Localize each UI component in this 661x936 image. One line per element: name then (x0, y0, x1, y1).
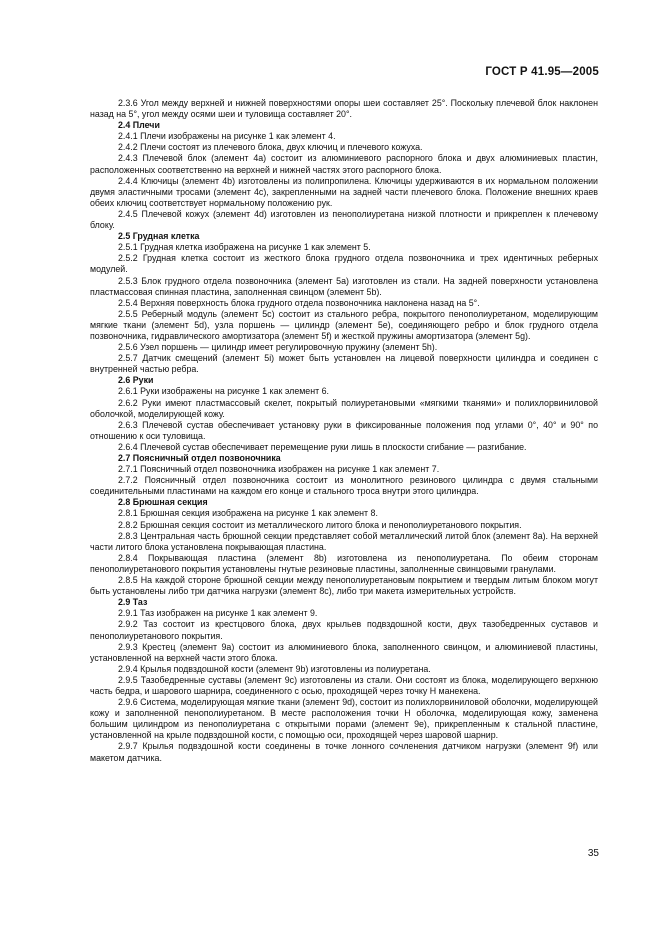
paragraph: 2.4.3 Плечевой блок (элемент 4а) состоит из алюминиевого распорного блока и двух алюминиевых пластин, расположенных соответственно на верхней и нижней частях этого распорного блока. (90, 153, 598, 175)
paragraph: 2.9.3 Крестец (элемент 9а) состоит из алюминиевого блока, заполненного свинцом, и алюминиевой пластины, установленной на верхней части этого блока. (90, 641, 598, 663)
paragraph: 2.9.5 Тазобедренные суставы (элемент 9с) изготовлены из стали. Они состоят из блока, моделирующего верхнюю часть бедра, и шарового шарнира, соединенного с осью, проходящей через точку Н манекена. (90, 674, 598, 696)
document-body (90, 98, 598, 764)
paragraph: 2.6.3 Плечевой сустав обеспечивает установку руки в фиксированные положения под углами 0°, 40° и 90° по отношению к оси туловища. (90, 419, 598, 441)
paragraph: 2.6.4 Плечевой сустав обеспечивает перемещение руки лишь в плоскости сгибание — разгибание. (118, 441, 527, 452)
paragraph: 2.6.2 Руки имеют пластмассовый скелет, покрытый полиуретановыми «мягкими тканями» и полихлорвиниловой оболочкой, моделирующей кожу. (90, 397, 598, 419)
section-heading: 2.4 Плечи (118, 120, 160, 131)
paragraph: 2.9.2 Таз состоит из крестцового блока, двух крыльев подвздошной кости, двух тазобедренных суставов и пенополиуретанового покрытия. (90, 619, 598, 641)
paragraph: 2.3.6 Угол между верхней и нижней поверхностями опоры шеи составляет 25°. Поскольку плечевой блок наклонен назад на 5°, угол между осями шеи и туловища составляет 20°. (90, 98, 598, 120)
section-heading: 2.5 Грудная клетка (118, 231, 200, 242)
paragraph: 2.5.3 Блок грудного отдела позвоночника (элемент 5а) изготовлен из стали. На задней поверхности установлена пластмассовая спинная пластина, заполненная свинцом (элемент 5b). (90, 275, 598, 297)
section-heading: 2.7 Поясничный отдел позвоночника (118, 453, 281, 463)
standard-header: ГОСТ Р 41.95—2005 (485, 66, 599, 78)
section-heading: 2.9 Таз (118, 597, 148, 608)
paragraph: 2.6.1 Руки изображены на рисунке 1 как элемент 6. (118, 386, 329, 397)
paragraph: 2.4.2 Плечи состоят из плечевого блока, двух ключиц и плечевого кожуха. (118, 142, 423, 153)
page-number: 35 (587, 848, 599, 859)
paragraph: 2.8.5 На каждой стороне брюшной секции между пенополиуретановым покрытием и твердым литым блоком могут быть установлены либо три датчика нагрузки (элемент 8с), либо три макета измерительных устройств. (90, 575, 598, 597)
paragraph: 2.5.6 Узел поршень — цилиндр имеет регулировочную пружину (элемент 5h). (118, 342, 438, 353)
paragraph: 2.4.4 Ключицы (элемент 4b) изготовлены из полипропилена. Ключицы удерживаются в их нормальном положении двумя эластичными тросами (элемент 4с), закрепленными на задней части плечевого блока. Положение внешних краев обеих ключиц соответствует нормальному положению рук. (90, 175, 598, 208)
paragraph: 2.5.5 Реберный модуль (элемент 5с) состоит из стального ребра, покрытого пенополиуретаном, моделирующим мягкие ткани (элемент 5d), узла поршень — цилиндр (элемент 5е), соединяющего ребро и блок грудного отдела позвоночника, гидравлического амортизатора (элемент 5f) и жесткой пружины амортизатора (элемент 5g). (90, 308, 598, 341)
paragraph: 2.5.2 Грудная клетка состоит из жесткого блока грудного отдела позвоночника и трех идентичных реберных модулей. (90, 253, 598, 275)
paragraph: 2.7.1 Поясничный отдел позвоночника изображен на рисунке 1 как элемент 7. (118, 464, 440, 475)
paragraph: 2.8.1 Брюшная секция изображена на рисунке 1 как элемент 8. (118, 508, 378, 519)
paragraph: 2.9.6 Система, моделирующая мягкие ткани (элемент 9d), состоит из полихлорвиниловой оболочки, моделирующей кожу и заполненной пенополиуретаном. В месте расположения точки Н оболочка, моделирующая кожу, заменена большим цилиндром из пенополиуретана с открытыми порами (элемент 9е), прикрепленным к стальной пластине, установленной на крыле подвздошной кости, с помощью оси, проходящей через шаровой шарнир. (90, 697, 598, 741)
paragraph: 2.8.2 Брюшная секция состоит из металлического литого блока и пенополиуретанового покрытия. (118, 519, 522, 530)
section-heading: 2.8 Брюшная секция (118, 497, 208, 508)
paragraph: 2.8.4 Покрывающая пластина (элемент 8b) изготовлена из пенополиуретана. По обеим сторонам пенополиуретанового покрытия установлены гнутые резиновые пластины, заполненные свинцовыми гранулами. (90, 552, 598, 574)
paragraph: 2.8.3 Центральная часть брюшной секции представляет собой металлический литой блок (элемент 8а). На верхней части литого блока установлена покрывающая пластина. (90, 530, 598, 552)
paragraph: 2.7.2 Поясничный отдел позвоночника состоит из монолитного резинового цилиндра с двумя стальными соединительными пластинами на каждом его конце и стального троса внутри этого цилиндра. (90, 475, 598, 497)
paragraph: 2.5.4 Верхняя поверхность блока грудного отдела позвоночника наклонена назад на 5°. (118, 297, 480, 308)
paragraph: 2.9.4 Крылья подвздошной кости (элемент 9b) изготовлены из полиуретана. (118, 663, 431, 674)
paragraph: 2.4.5 Плечевой кожух (элемент 4d) изготовлен из пенополиуретана низкой плотности и прикреплен к плечевому блоку. (90, 208, 598, 231)
paragraph: 2.4.1 Плечи изображены на рисунке 1 как элемент 4. (118, 131, 336, 142)
paragraph: 2.9.7 Крылья подвздошной кости соединены в точке лонного сочленения датчиком нагрузки (элемент 9f) или макетом датчика. (90, 741, 598, 763)
section-heading: 2.6 Руки (118, 375, 154, 386)
paragraph: 2.5.1 Грудная клетка изображена на рисунке 1 как элемент 5. (118, 242, 371, 253)
paragraph: 2.5.7 Датчик смещений (элемент 5i) может быть установлен на лицевой поверхности цилиндра и соединен с внутренней частью ребра. (90, 353, 598, 375)
paragraph: 2.9.1 Таз изображен на рисунке 1 как элемент 9. (118, 608, 318, 619)
